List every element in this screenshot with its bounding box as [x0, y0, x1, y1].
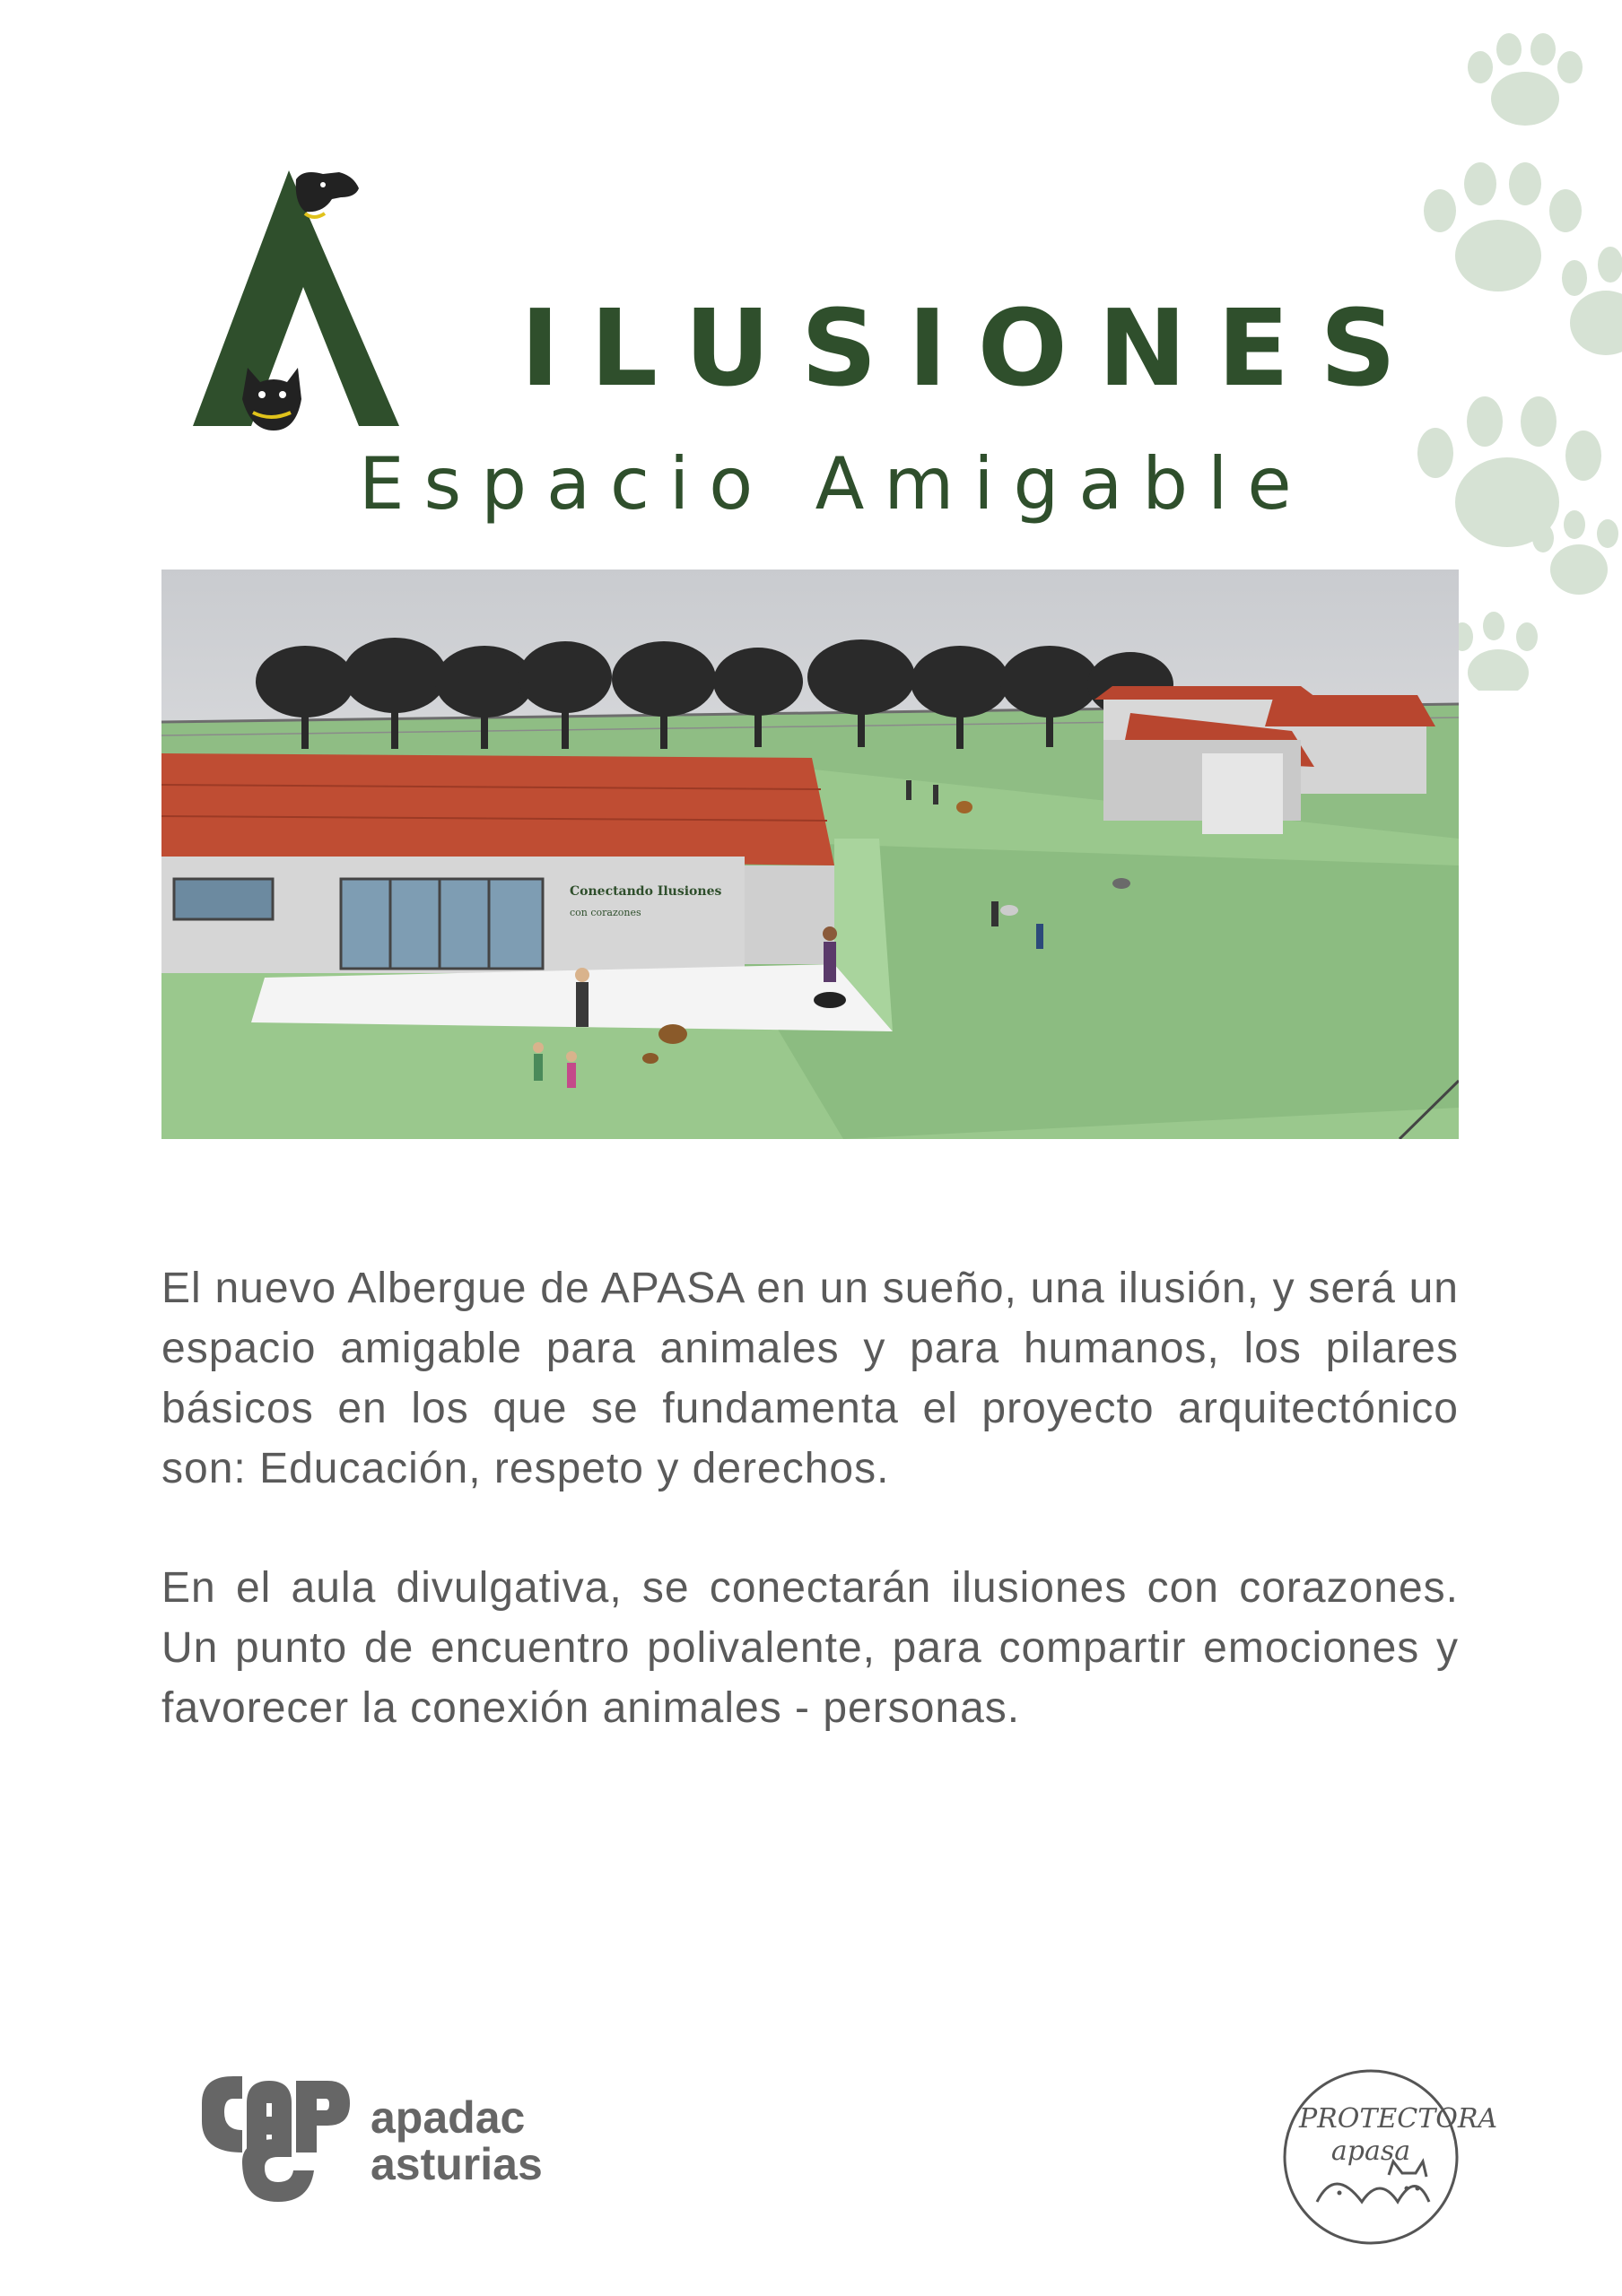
page-title: ILUSIONES	[520, 286, 1427, 410]
render-sign-line-2: con corazones	[570, 907, 641, 918]
paw-print-icon	[1452, 612, 1538, 691]
render-sign-line-1: Conectando Ilusiones	[570, 884, 722, 899]
apasa-logo-text: PROTECTORA apasa	[1299, 2103, 1498, 2167]
paw-print-icon	[1468, 33, 1583, 126]
shelter-render-image	[161, 570, 1459, 1139]
ilusiones-logo	[188, 161, 404, 439]
body-paragraph-2: En el aula divulgativa, se conectarán ilusiones con corazones. Un punto de encuentro polivalente, para compartir emociones y favorecer la conexión animales - personas.	[161, 1564, 1459, 1732]
dog-icon	[296, 172, 359, 217]
page-subtitle: Espacio Amigable	[359, 442, 1312, 526]
apadac-logo-text: apadac asturias	[371, 2092, 543, 2189]
body-paragraph-1: El nuevo Albergue de APASA en un sueño, una ilusión, y será un espacio amigable para animales y para humanos, los pilares básicos en los que se fundamenta el proyecto arquitectónico son: Educación, respeto y derechos.	[161, 1265, 1459, 1492]
paw-print-icon	[1424, 162, 1582, 291]
paw-print-icon	[1562, 247, 1622, 355]
